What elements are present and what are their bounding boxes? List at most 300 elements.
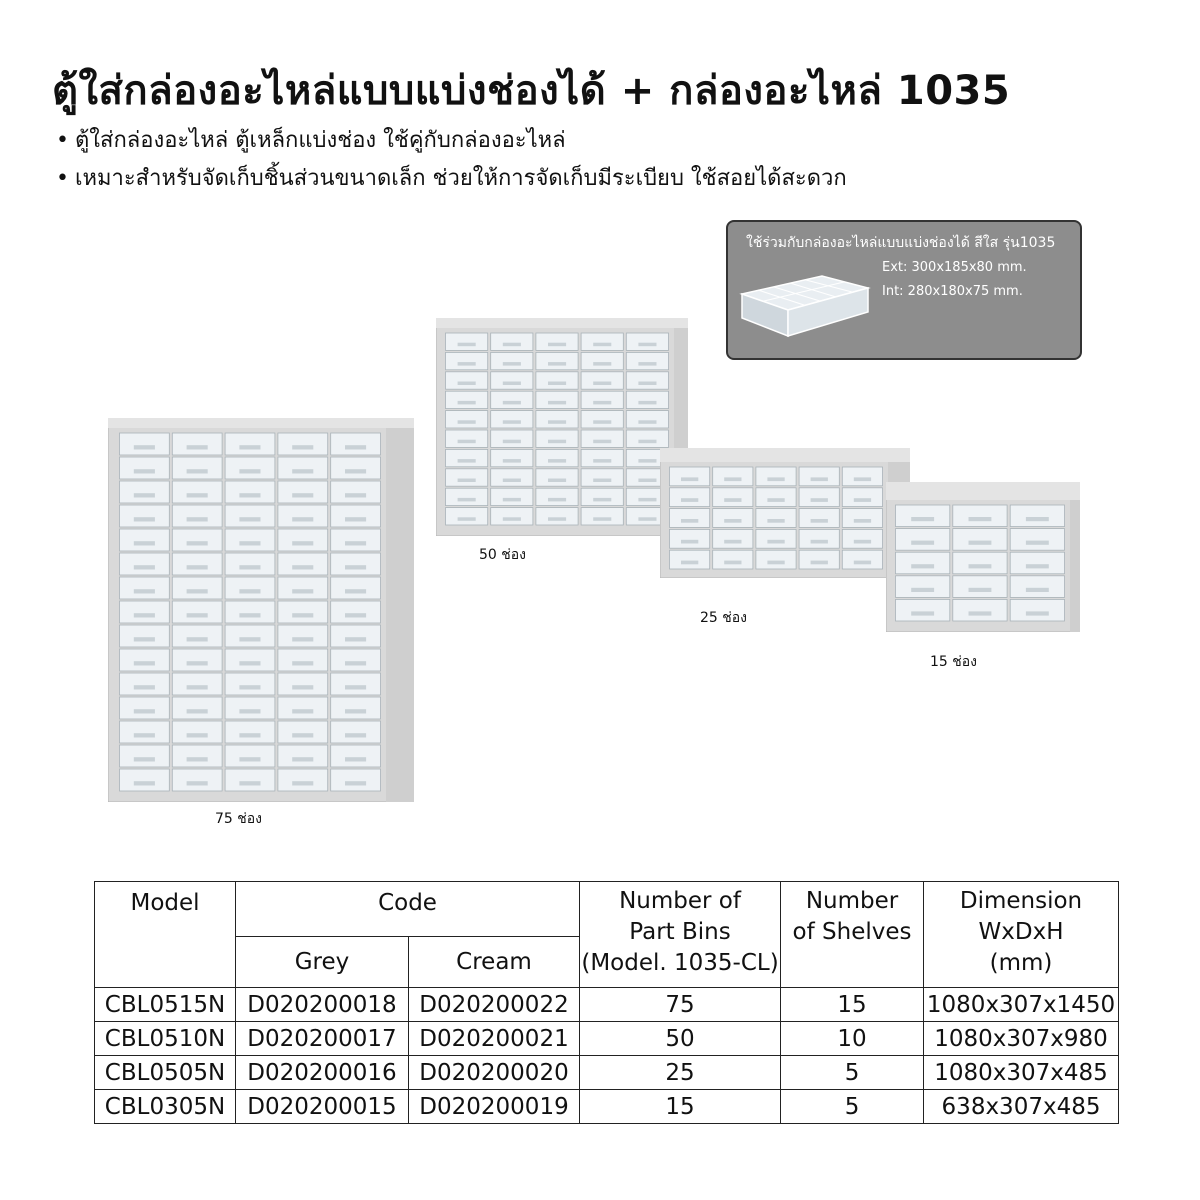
cell-cream-code: D020200022 (409, 988, 580, 1022)
drawer (491, 430, 533, 447)
drawer-handle (681, 519, 698, 523)
drawer-handle (593, 362, 611, 366)
cell-dimension: 1080x307x485 (924, 1056, 1119, 1090)
bin-info-title: ใช้ร่วมกับกล่องอะไหล่แบบแบ่งช่องได้ สีใส รุ่น1035 (746, 235, 1056, 251)
drawer (536, 391, 578, 408)
drawer (491, 508, 533, 525)
drawer-handle (187, 733, 208, 737)
drawer-handle (911, 517, 934, 521)
cell-dimension: 638x307x485 (924, 1090, 1119, 1124)
drawer-handle (811, 561, 828, 565)
cell-model: CBL0305N (95, 1090, 236, 1124)
drawer-handle (458, 517, 476, 521)
drawer-handle (593, 440, 611, 444)
drawer-handle (638, 498, 656, 502)
drawer (331, 649, 381, 671)
drawer (172, 529, 222, 551)
drawer-handle (134, 685, 155, 689)
drawer (1010, 529, 1064, 551)
drawer (331, 601, 381, 623)
drawer (1010, 576, 1064, 598)
drawer (225, 553, 275, 575)
drawer-handle (239, 637, 260, 641)
drawer-handle (239, 757, 260, 761)
drawer (842, 529, 882, 548)
drawer (536, 352, 578, 369)
drawer-handle (187, 445, 208, 449)
drawer (581, 333, 623, 350)
drawer (331, 433, 381, 455)
drawer-handle (1026, 611, 1049, 615)
drawer (536, 372, 578, 389)
drawer-handle (134, 613, 155, 617)
drawer (172, 481, 222, 503)
drawer-handle (134, 637, 155, 641)
bin-external-size: Ext: 300x185x80 mm. (882, 260, 1027, 275)
drawer-handle (724, 519, 741, 523)
drawer (799, 488, 839, 507)
drawer (225, 769, 275, 791)
drawer (120, 433, 170, 455)
drawer-handle (134, 565, 155, 569)
drawer-handle (503, 382, 521, 386)
drawer-handle (239, 661, 260, 665)
drawer (626, 411, 668, 428)
drawer (953, 505, 1007, 527)
drawer (278, 697, 328, 719)
drawer (842, 467, 882, 486)
drawer-handle (681, 561, 698, 565)
drawer-handle (239, 541, 260, 545)
drawer (756, 550, 796, 569)
drawer (446, 352, 488, 369)
drawer (536, 333, 578, 350)
drawer-handle (548, 498, 566, 502)
bin-internal-size: Int: 280x180x75 mm. (882, 284, 1023, 299)
drawer-handle (292, 445, 313, 449)
cabinet-25-bins (660, 448, 910, 578)
drawer-handle (292, 781, 313, 785)
drawer-handle (458, 401, 476, 405)
drawer-handle (345, 469, 366, 473)
drawer (120, 673, 170, 695)
drawer-handle (187, 613, 208, 617)
drawer-handle (187, 709, 208, 713)
cell-bins: 25 (580, 1056, 781, 1090)
drawer (278, 745, 328, 767)
drawer-handle (134, 757, 155, 761)
drawer (1010, 552, 1064, 574)
drawer (1010, 599, 1064, 621)
drawer (536, 411, 578, 428)
drawer (1010, 505, 1064, 527)
cell-cream-code: D020200020 (409, 1056, 580, 1090)
drawer-handle (345, 613, 366, 617)
drawer-handle (345, 493, 366, 497)
drawer-handle (292, 541, 313, 545)
drawer (331, 745, 381, 767)
drawer-handle (345, 565, 366, 569)
drawer-handle (458, 382, 476, 386)
drawer-handle (969, 611, 992, 615)
drawer-handle (134, 589, 155, 593)
drawer-handle (292, 685, 313, 689)
drawer-handle (593, 459, 611, 463)
drawer-handle (134, 709, 155, 713)
drawer (278, 553, 328, 575)
drawer-handle (345, 733, 366, 737)
drawer (713, 488, 753, 507)
drawer (756, 488, 796, 507)
drawer-handle (239, 445, 260, 449)
drawer (670, 509, 710, 528)
drawer-handle (724, 498, 741, 502)
drawer-handle (239, 613, 260, 617)
cell-bins: 15 (580, 1090, 781, 1124)
drawer (331, 457, 381, 479)
drawer (756, 509, 796, 528)
drawer-handle (548, 420, 566, 424)
drawer (172, 673, 222, 695)
drawer-handle (134, 733, 155, 737)
drawer (756, 529, 796, 548)
drawer (172, 505, 222, 527)
drawer (581, 411, 623, 428)
cell-shelves: 5 (781, 1056, 924, 1090)
drawer (491, 391, 533, 408)
drawer (713, 467, 753, 486)
drawer (331, 769, 381, 791)
drawer (446, 508, 488, 525)
drawer-handle (681, 540, 698, 544)
drawer (120, 481, 170, 503)
drawer-handle (724, 477, 741, 481)
drawer-handle (969, 588, 992, 592)
drawer (446, 469, 488, 486)
drawer (446, 488, 488, 505)
drawer (225, 745, 275, 767)
drawer (278, 577, 328, 599)
part-bin-illustration (734, 254, 874, 344)
drawer (225, 649, 275, 671)
drawer (536, 508, 578, 525)
feature-list (56, 122, 847, 198)
drawer-handle (239, 517, 260, 521)
drawer-handle (1026, 564, 1049, 568)
drawer-handle (638, 517, 656, 521)
drawer (896, 529, 950, 551)
drawer-handle (969, 541, 992, 545)
drawer-handle (724, 540, 741, 544)
drawer-handle (638, 420, 656, 424)
drawer-handle (458, 498, 476, 502)
drawer-handle (548, 459, 566, 463)
drawer-handle (503, 498, 521, 502)
drawer-handle (187, 781, 208, 785)
drawer (626, 333, 668, 350)
drawer-handle (292, 733, 313, 737)
drawer (225, 457, 275, 479)
drawer-handle (969, 564, 992, 568)
cabinet-label: 15 ช่อง (930, 654, 978, 670)
drawer-handle (911, 588, 934, 592)
drawer (581, 488, 623, 505)
drawer (446, 449, 488, 466)
drawer (491, 372, 533, 389)
drawer (331, 697, 381, 719)
drawer (799, 550, 839, 569)
drawer (581, 430, 623, 447)
drawer-handle (345, 781, 366, 785)
drawer (278, 481, 328, 503)
cell-model: CBL0515N (95, 988, 236, 1022)
drawer (120, 745, 170, 767)
drawer-handle (345, 757, 366, 761)
drawer-handle (854, 561, 871, 565)
drawer (278, 673, 328, 695)
drawer (278, 529, 328, 551)
drawer (120, 697, 170, 719)
drawer (799, 529, 839, 548)
cabinet-50-bins (436, 318, 688, 536)
drawer-handle (681, 477, 698, 481)
header-part-bins: Number of Part Bins (Model. 1035-CL) (580, 882, 781, 988)
drawer-handle (187, 469, 208, 473)
drawer (225, 577, 275, 599)
drawer (172, 745, 222, 767)
drawer-handle (134, 445, 155, 449)
drawer (896, 599, 950, 621)
drawer-handle (767, 519, 784, 523)
drawer-handle (292, 637, 313, 641)
drawer-handle (345, 517, 366, 521)
drawer-handle (134, 781, 155, 785)
drawer-handle (911, 611, 934, 615)
drawer-handle (854, 477, 871, 481)
cell-cream-code: D020200019 (409, 1090, 580, 1124)
drawer (446, 391, 488, 408)
table-row (95, 988, 1119, 1022)
drawer-handle (548, 401, 566, 405)
drawer (670, 550, 710, 569)
drawer-handle (458, 343, 476, 347)
drawer-handle (593, 401, 611, 405)
drawer-handle (638, 343, 656, 347)
drawer (670, 488, 710, 507)
drawer-handle (911, 541, 934, 545)
drawer (491, 469, 533, 486)
cabinet-75-bins (108, 418, 414, 802)
drawer (120, 649, 170, 671)
drawer (120, 721, 170, 743)
cabinet-label: 25 ช่อง (700, 610, 748, 626)
drawer-handle (187, 493, 208, 497)
drawer-handle (503, 343, 521, 347)
drawer (331, 553, 381, 575)
drawer-handle (292, 709, 313, 713)
drawer-handle (1026, 517, 1049, 521)
drawer-handle (239, 733, 260, 737)
drawer (225, 673, 275, 695)
drawer-handle (548, 382, 566, 386)
drawer (120, 505, 170, 527)
drawer-handle (811, 540, 828, 544)
drawer-handle (458, 459, 476, 463)
drawer-handle (638, 479, 656, 483)
drawer-handle (811, 519, 828, 523)
header-code: Code (236, 882, 580, 937)
cell-shelves: 15 (781, 988, 924, 1022)
drawer (446, 430, 488, 447)
drawer-handle (593, 479, 611, 483)
drawer (799, 509, 839, 528)
header-shelves: Number of Shelves (781, 882, 924, 988)
drawer (670, 529, 710, 548)
drawer (172, 433, 222, 455)
drawer (842, 488, 882, 507)
drawer (172, 721, 222, 743)
drawer-handle (503, 440, 521, 444)
drawer-handle (292, 613, 313, 617)
drawer (953, 529, 1007, 551)
drawer-handle (1026, 541, 1049, 545)
cell-shelves: 5 (781, 1090, 924, 1124)
drawer-handle (187, 565, 208, 569)
drawer-handle (724, 561, 741, 565)
drawer-handle (638, 459, 656, 463)
drawer (896, 552, 950, 574)
drawer-handle (458, 420, 476, 424)
drawer-handle (187, 589, 208, 593)
drawer-handle (239, 469, 260, 473)
drawer (713, 529, 753, 548)
drawer-handle (767, 561, 784, 565)
drawer-handle (187, 541, 208, 545)
drawer (278, 433, 328, 455)
drawer (536, 469, 578, 486)
drawer-handle (1026, 588, 1049, 592)
drawer (756, 467, 796, 486)
drawer-handle (548, 343, 566, 347)
feature-item: • เหมาะสำหรับจัดเก็บชิ้นส่วนขนาดเล็ก ช่วยให้การจัดเก็บมีระเบียบ ใช้สอยได้สะดวก (56, 160, 847, 198)
drawer (953, 599, 1007, 621)
drawer (172, 625, 222, 647)
drawer-handle (593, 382, 611, 386)
drawer (120, 625, 170, 647)
drawer-handle (134, 493, 155, 497)
feature-item: • ตู้ใส่กล่องอะไหล่ ตู้เหล็กแบ่งช่อง ใช้คู่กับกล่องอะไหล่ (56, 122, 847, 160)
drawer-handle (911, 564, 934, 568)
drawer-handle (767, 477, 784, 481)
drawer-handle (458, 362, 476, 366)
drawer (491, 488, 533, 505)
drawer-handle (548, 479, 566, 483)
drawer (331, 673, 381, 695)
drawer (491, 411, 533, 428)
drawer (953, 552, 1007, 574)
drawer (225, 433, 275, 455)
drawer-handle (345, 541, 366, 545)
drawer (581, 449, 623, 466)
drawer (172, 601, 222, 623)
drawer (536, 449, 578, 466)
drawer-handle (292, 565, 313, 569)
drawer (278, 649, 328, 671)
drawer-handle (239, 565, 260, 569)
spec-table (94, 881, 1119, 1124)
drawer-handle (345, 709, 366, 713)
drawer-handle (548, 440, 566, 444)
drawer (581, 352, 623, 369)
drawer (172, 697, 222, 719)
header-model: Model (95, 882, 236, 988)
drawer-handle (345, 589, 366, 593)
drawer (491, 333, 533, 350)
drawer-handle (134, 517, 155, 521)
drawer (120, 601, 170, 623)
drawer (172, 769, 222, 791)
drawer-handle (503, 459, 521, 463)
drawer (225, 601, 275, 623)
drawer (446, 333, 488, 350)
drawer (225, 625, 275, 647)
drawer (670, 467, 710, 486)
drawer-handle (187, 685, 208, 689)
drawer-handle (239, 709, 260, 713)
cell-grey-code: D020200018 (236, 988, 409, 1022)
cell-cream-code: D020200021 (409, 1022, 580, 1056)
drawer (626, 430, 668, 447)
drawer-handle (239, 589, 260, 593)
drawer-handle (811, 498, 828, 502)
drawer (278, 457, 328, 479)
drawer-handle (811, 477, 828, 481)
drawer-handle (854, 540, 871, 544)
drawer (581, 391, 623, 408)
cell-model: CBL0510N (95, 1022, 236, 1056)
table-row (95, 1056, 1119, 1090)
cell-shelves: 10 (781, 1022, 924, 1056)
drawer (278, 721, 328, 743)
cell-grey-code: D020200015 (236, 1090, 409, 1124)
drawer (225, 505, 275, 527)
drawer-handle (638, 362, 656, 366)
drawer (225, 721, 275, 743)
drawer (536, 430, 578, 447)
drawer (896, 505, 950, 527)
drawer (278, 601, 328, 623)
cell-dimension: 1080x307x1450 (924, 988, 1119, 1022)
cell-model: CBL0505N (95, 1056, 236, 1090)
drawer-handle (503, 517, 521, 521)
drawer-handle (345, 661, 366, 665)
drawer-handle (503, 479, 521, 483)
drawer (626, 372, 668, 389)
drawer (225, 481, 275, 503)
drawer-handle (292, 493, 313, 497)
cabinet-label: 75 ช่อง (215, 811, 263, 827)
drawer-handle (458, 440, 476, 444)
drawer-handle (854, 519, 871, 523)
drawer-handle (767, 540, 784, 544)
drawer (120, 577, 170, 599)
drawer (331, 577, 381, 599)
drawer (799, 467, 839, 486)
drawer-handle (458, 479, 476, 483)
table-row (95, 1090, 1119, 1124)
cabinet-15-bins (886, 482, 1080, 632)
drawer-handle (503, 420, 521, 424)
